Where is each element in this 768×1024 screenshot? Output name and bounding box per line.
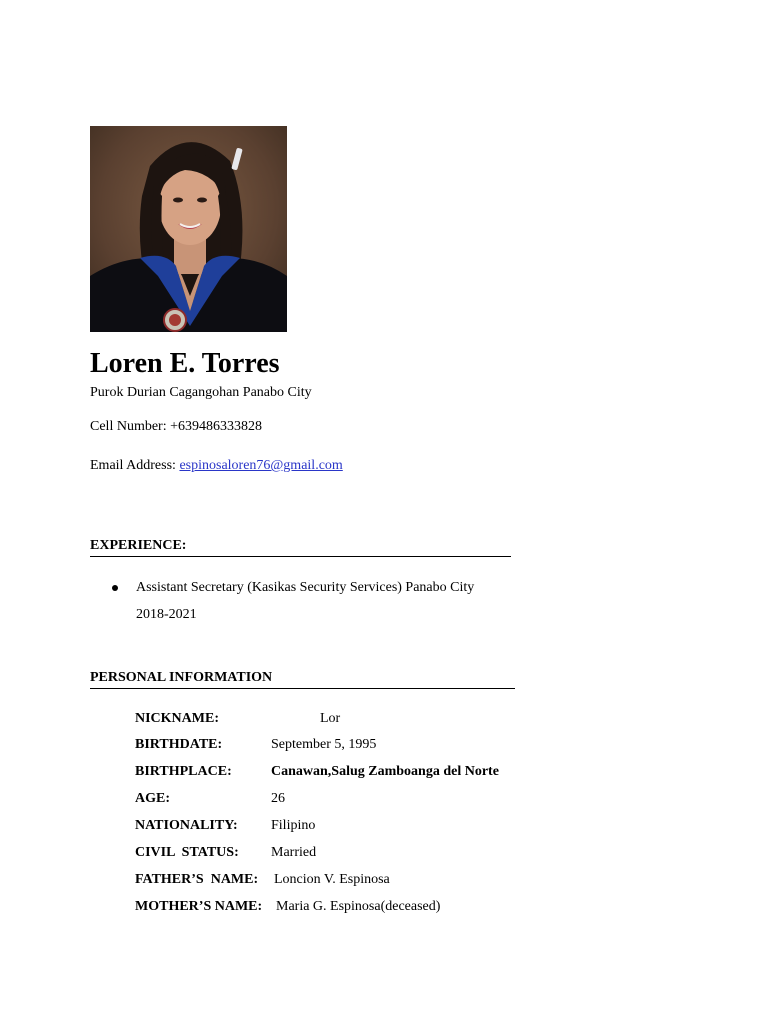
email-link[interactable]: espinosaloren76@gmail.com — [179, 458, 343, 473]
personal-information-heading: PERSONAL INFORMATION — [90, 668, 515, 689]
experience-item-line1: Assistant Secretary (Kasikas Security Services) Panabo City — [136, 580, 475, 595]
experience-item-line2: 2018-2021 — [136, 607, 197, 622]
cell-number-label: Cell Number: — [90, 419, 171, 434]
cell-number-value: +639486333828 — [170, 419, 263, 434]
info-label: AGE: — [135, 791, 170, 806]
candidate-name: Loren E. Torres — [90, 348, 280, 379]
info-value: Married — [271, 845, 317, 860]
info-value: September 5, 1995 — [271, 737, 377, 752]
info-label: BIRTHPLACE: — [135, 764, 232, 779]
bullet-dot-icon — [112, 585, 118, 591]
info-label: NICKNAME: — [135, 711, 219, 726]
info-value: Lor — [320, 711, 341, 726]
info-label: BIRTHDATE: — [135, 737, 223, 752]
info-label: NATIONALITY: — [135, 818, 238, 833]
info-value: 26 — [271, 791, 285, 806]
cell-number-line — [90, 417, 262, 437]
experience-heading: EXPERIENCE: — [90, 536, 511, 557]
info-value: Filipino — [271, 818, 316, 833]
email-label: Email Address: — [90, 458, 180, 473]
info-label: MOTHER’S NAME: — [135, 899, 263, 914]
info-label: FATHER’S NAME: — [135, 872, 259, 887]
home-address: Purok Durian Cagangohan Panabo City — [90, 385, 312, 400]
info-label: CIVIL STATUS: — [135, 845, 239, 860]
profile-photo — [90, 126, 287, 332]
info-value: Maria G. Espinosa(deceased) — [276, 899, 441, 914]
info-value: Loncion V. Espinosa — [274, 872, 390, 887]
info-value: Canawan,Salug Zamboanga del Norte — [271, 764, 499, 779]
email-line — [90, 456, 343, 476]
experience-item — [112, 574, 474, 628]
